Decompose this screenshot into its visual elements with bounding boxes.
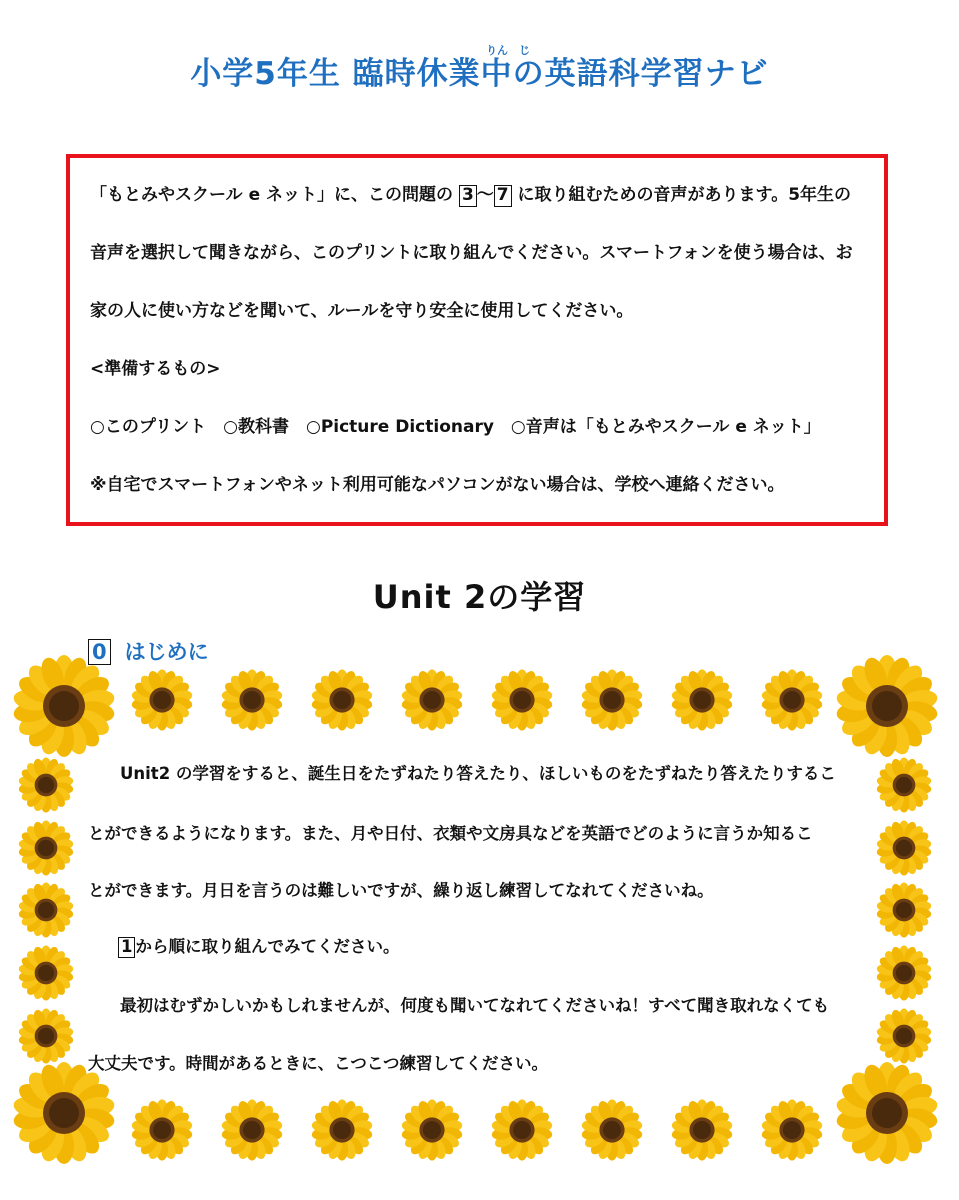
sunflower-icon (17, 881, 75, 939)
body-line-2: とができるようになります。また、月や日付、衣類や文房具などを英語でどのように言うか知るこ (88, 824, 813, 843)
section-number: 0 (88, 639, 111, 665)
body-line-6: 大丈夫です。時間があるときに、こつこつ練習してください。 (88, 1054, 549, 1073)
sunflower-icon (310, 668, 374, 732)
notice-line-6: ※自宅でスマートフォンやネット利用可能なパソコンがない場合は、学校へ連絡ください。 (90, 475, 785, 495)
notice-line-4: <準備するもの> (90, 359, 221, 379)
sunflower-icon (12, 654, 116, 758)
sunflower-icon (580, 1098, 644, 1162)
body-line-1: Unit2 の学習をすると、誕生日をたずねたり答えたり、ほしいものをたずねたり答えたりするこ (120, 764, 836, 783)
notice-line-1 (90, 180, 851, 207)
sunflower-icon (12, 1061, 116, 1165)
sunflower-icon (17, 944, 75, 1002)
sunflower-icon (130, 1098, 194, 1162)
sunflower-icon (875, 819, 933, 877)
sunflower-icon (670, 668, 734, 732)
sunflower-icon (490, 1098, 554, 1162)
notice-box (66, 154, 888, 526)
sunflower-icon (17, 819, 75, 877)
notice-line-3: 家の人に使い方などを聞いて、ルールを守り安全に使用してください。 (90, 301, 634, 321)
sunflower-icon (17, 756, 75, 814)
sunflower-icon (400, 1098, 464, 1162)
section-heading-text: はじめに (124, 640, 209, 664)
boxed-number-7: 7 (494, 185, 512, 207)
sunflower-icon (400, 668, 464, 732)
sunflower-icon (875, 756, 933, 814)
notice-line-1-post: に取り組むための音声があります。5年生の (511, 185, 852, 205)
body-line-4 (118, 933, 399, 958)
sunflower-icon (835, 654, 939, 758)
notice-line-2: 音声を選択して聞きながら、このプリントに取り組んでください。スマートフォンを使う場合は、お (90, 243, 853, 263)
sunflower-icon (490, 668, 554, 732)
unit-title: Unit 2の学習 (372, 578, 587, 616)
page-title: 小学5年生 臨時休業中の英語科学習ナビ (190, 56, 769, 92)
sunflower-icon (670, 1098, 734, 1162)
tilde: 〜 (476, 185, 494, 205)
sunflower-icon (17, 1007, 75, 1065)
title-ruby: りん じ (486, 44, 530, 57)
sunflower-icon (875, 1007, 933, 1065)
notice-line-5: ○このプリント ○教科書 ○Picture Dictionary ○音声は「もとみやスクール e ネット」 (90, 417, 821, 437)
sunflower-icon (220, 1098, 284, 1162)
body-line-3: とができます。月日を言うのは難しいですが、繰り返し練習してなれてくださいね。 (88, 881, 714, 900)
sunflower-icon (130, 668, 194, 732)
sunflower-icon (760, 668, 824, 732)
sunflower-icon (760, 1098, 824, 1162)
sunflower-icon (310, 1098, 374, 1162)
sunflower-icon (580, 668, 644, 732)
sunflower-icon (835, 1061, 939, 1165)
boxed-number-1: 1 (118, 937, 135, 958)
sunflower-icon (875, 944, 933, 1002)
sunflower-icon (220, 668, 284, 732)
boxed-number-3: 3 (459, 185, 477, 207)
body-line-5: 最初はむずかしいかもしれませんが、何度も聞いてなれてくださいね！すべて聞き取れなくても (120, 996, 830, 1015)
sunflower-icon (875, 881, 933, 939)
notice-line-1-pre: 「もとみやスクール e ネット」に、この問題の (90, 185, 459, 205)
body-line-4-text: から順に取り組んでみてください。 (135, 937, 400, 956)
